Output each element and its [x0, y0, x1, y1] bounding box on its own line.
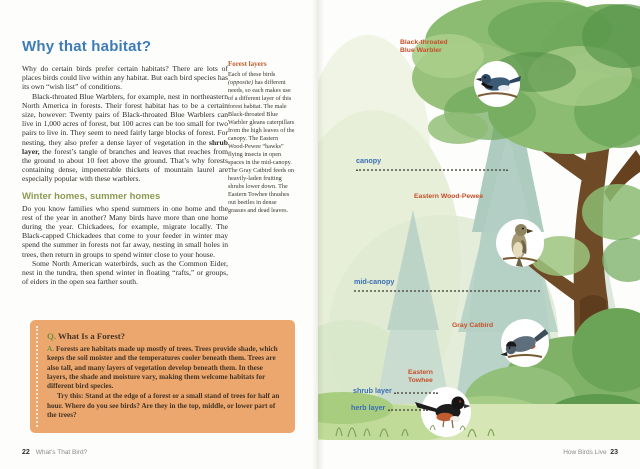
sidebar-body-end: has different needs, so each makes use of a different layer of this forest habitat. The male Black-throated Blue Warbler gleans caterpillars from the high leaves of the canopy. The Eastern Wood-Pewee “hawks” flying insects in open spaces in the mid-canopy. The Gray Catbird feeds on heavily-laden fruiting shrubs lower down. The Eastern Towhee thrashes out beetles in dense grasses and dead leaves.: [228, 79, 295, 214]
intro-paragraph: Why do certain birds prefer certain habitats? There are lots of places birds could live within any habitat. But each bird species has its own “wish list” of conditions.: [22, 64, 228, 92]
q-label: Q.: [47, 331, 57, 341]
towhee-label-line1: Eastern: [408, 369, 433, 376]
canopy-label: canopy: [356, 156, 382, 165]
page-title: Why that habitat?: [22, 38, 152, 55]
warbler-paragraph-end: the forest’s tangle of branches and leaves that reaches from the ground to about 10 feet above the ground. That’s why forests containing dense, impenetrable thickets of mountain laurel are especially popular with these warblers.: [22, 146, 228, 184]
warbler-label-line1: Black-throated: [400, 39, 448, 46]
mid-canopy-dotted-line: [354, 290, 540, 292]
tree-canopy-foliage: [412, 0, 640, 154]
eider-paragraph: Some North American waterbirds, such as the Common Eider, nest in the tundra, then spend winter in floating “rafts,” or groups, of eiders in the open sea farther south.: [22, 258, 228, 287]
q-text: What Is a Forest?: [58, 331, 126, 341]
winter-paragraph: Do you know families who spend summers in one home and the rest of the year in another? Many birds have more than one home during the year. Chickadees, for example, migrate locally. The Black-capped Chickadees that come to your feeder in winter may spend the summer in forests not far away, nesting in small holes in trees, then return in groups to spend winter close to your house.: [22, 203, 228, 259]
shrub-layer-label: shrub layer: [353, 386, 392, 395]
herb-layer-label: herb layer: [351, 403, 386, 412]
towhee-label-line2: Towhee: [408, 377, 433, 384]
left-page: [0, 0, 318, 469]
left-page-footer: [22, 449, 87, 456]
right-page-footer: [563, 449, 618, 456]
chapter-title: How Birds Live: [563, 449, 607, 456]
mid-canopy-label: mid-canopy: [354, 277, 395, 286]
try-this-text: Stand at the edge of a forest or a small stand of trees for half an hour. Where do you see birds? Are they in the top, middle, or lower part of the trees?: [47, 392, 280, 420]
qa-question: [47, 331, 281, 341]
book-title: What’s That Bird?: [35, 449, 88, 456]
warbler-paragraph-start: Black-throated Blue Warblers, for example, nest in northeastern North America in forests. Their forest habitat has to be a certain size, however: Twenty pairs of Black-throated Blue Warblers can live in 1,000 acres of forest, but 100 acres can be too small for two pairs to live in. They seem to need fairly large blocks of forest. For nesting, they also prefer a dense layer of vegetation in the: [22, 91, 228, 147]
qa-try-this: [47, 392, 281, 420]
herb-layer-dotted-line: [388, 409, 428, 411]
forest-layers-sidebar: [228, 60, 295, 215]
sidebar-title: Forest layers: [228, 60, 267, 68]
sidebar-body: [228, 71, 295, 215]
shrub-layer-term: shrub layer,: [22, 137, 228, 156]
pewee-illustration: [496, 219, 544, 267]
try-this-label: Try this:: [57, 392, 84, 401]
what-is-a-forest-box: [30, 320, 295, 433]
warbler-label: [400, 39, 448, 55]
a-text: Forests are habitats made up mostly of trees. Trees provide shade, which keeps the soil moister and the temperatures cooler beneath them. Trees are also tall, and many layers of vegetation develop beneath them. In these layers, the shade and moisture vary, making them welcome habitats for different bird species.: [47, 345, 278, 391]
qa-answer: [47, 345, 281, 391]
right-page: [318, 0, 640, 469]
main-text-column: [22, 38, 228, 286]
sidebar-body-start: Each of these birds: [228, 71, 276, 78]
sidebar-body-italic: (opposite): [228, 79, 254, 86]
warbler-label-line2: Blue Warbler: [400, 47, 442, 54]
section-subheading: Winter homes, summer homes: [22, 190, 161, 202]
canopy-dotted-line: [356, 169, 508, 171]
towhee-label: [408, 369, 433, 385]
shrub-layer-dotted-line: [394, 392, 438, 394]
forest-habitat-illustration: [318, 0, 640, 440]
warbler-paragraph: [22, 92, 228, 184]
left-page-number: 22: [22, 449, 30, 456]
right-page-number: 23: [610, 449, 618, 456]
catbird-label: Gray Catbird: [452, 322, 494, 329]
a-label: A.: [47, 345, 54, 353]
pewee-label: Eastern Wood-Pewee: [414, 193, 483, 200]
